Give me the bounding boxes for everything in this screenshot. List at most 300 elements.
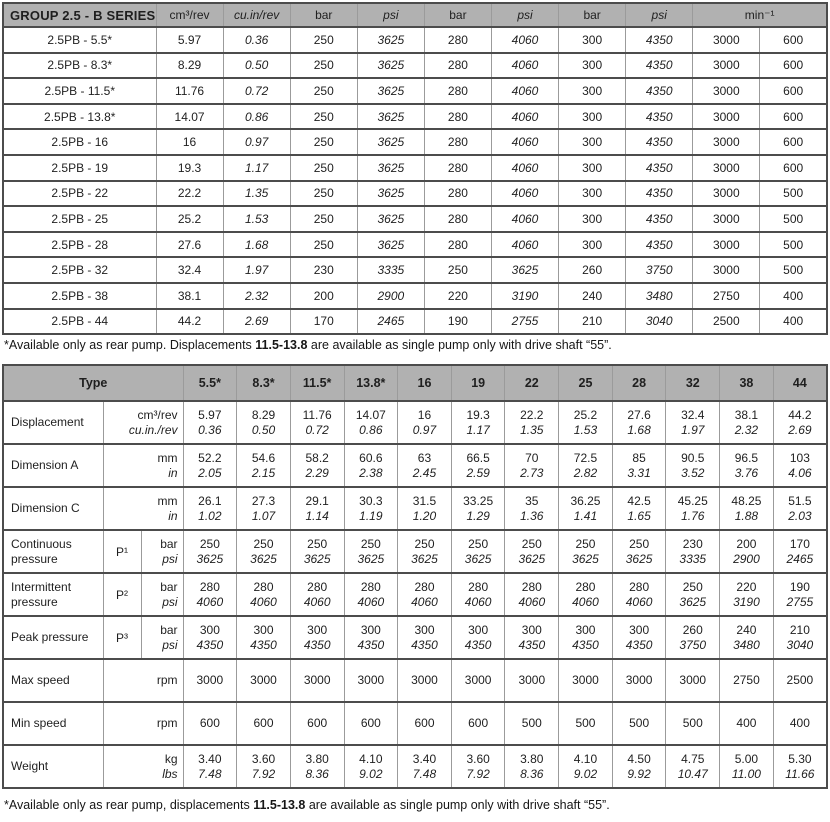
value-cell: 3625 xyxy=(357,27,424,53)
unit-metric: mm xyxy=(157,493,178,508)
value-imperial: 3.31 xyxy=(627,465,651,480)
spec-value-cell xyxy=(773,530,827,573)
value-imperial: 7.48 xyxy=(412,766,437,781)
value-metric: 600 xyxy=(199,716,220,730)
spec-row xyxy=(3,616,827,659)
column-header: bar xyxy=(290,3,357,27)
spec-row xyxy=(3,745,827,788)
value-metric: 280 xyxy=(414,579,435,594)
value-cell: 14.07 xyxy=(156,104,223,130)
value-imperial: 4350 xyxy=(357,637,385,652)
value-cell: 0.36 xyxy=(223,27,290,53)
value-cell: 1.68 xyxy=(223,232,290,258)
table-row xyxy=(3,232,827,258)
unit-metric: mm xyxy=(157,450,178,465)
spec-value-cell xyxy=(290,573,344,616)
group-ratings-table xyxy=(2,2,828,335)
value-cell: 38.1 xyxy=(156,283,223,309)
value-cell: 1.97 xyxy=(223,257,290,283)
value-cell: 230 xyxy=(290,257,357,283)
value-cell: 3625 xyxy=(357,129,424,155)
spec-value-cell xyxy=(451,659,505,702)
column-header: cm³/rev xyxy=(156,3,223,27)
value-cell: 0.72 xyxy=(223,78,290,104)
spec-value-cell xyxy=(720,616,774,659)
spec-value-cell xyxy=(290,659,344,702)
value-metric: 8.29 xyxy=(251,407,276,422)
value-cell: 600 xyxy=(760,27,827,53)
spec-row-label: Displacement xyxy=(3,401,103,444)
value-cell: 210 xyxy=(559,309,626,335)
value-imperial: 4060 xyxy=(196,594,224,609)
spec-value-cell xyxy=(505,745,559,788)
value-cell: 400 xyxy=(760,309,827,335)
value-imperial: 4.06 xyxy=(788,465,812,480)
spec-value-cell xyxy=(183,444,237,487)
footnote-specs xyxy=(4,798,610,812)
value-imperial: 4350 xyxy=(196,637,224,652)
value-imperial: 3625 xyxy=(411,551,438,566)
value-cell: 250 xyxy=(424,257,491,283)
spec-row xyxy=(3,659,827,702)
spec-value-cell xyxy=(720,401,774,444)
model-cell: 2.5PB - 38 xyxy=(3,283,156,309)
value-imperial: 2465 xyxy=(786,551,814,566)
value-metric: 300 xyxy=(629,622,650,637)
value-cell: 4350 xyxy=(626,181,693,207)
value-imperial: 1.68 xyxy=(627,422,651,437)
value-metric: 210 xyxy=(789,622,810,637)
value-imperial: 4060 xyxy=(357,594,385,609)
value-cell: 250 xyxy=(290,27,357,53)
type-header: Type xyxy=(3,365,183,401)
value-metric: 250 xyxy=(682,579,703,594)
spec-row-label: Weight xyxy=(3,745,103,788)
footnote-text-post: are available as single pump only with drive shaft “55”. xyxy=(305,798,610,812)
spec-value-cell xyxy=(773,702,827,745)
spec-value-cell xyxy=(559,487,613,530)
model-cell: 2.5PB - 25 xyxy=(3,206,156,232)
spec-value-cell xyxy=(237,530,291,573)
value-cell: 300 xyxy=(559,206,626,232)
value-cell: 600 xyxy=(760,104,827,130)
value-cell: 2750 xyxy=(693,283,760,309)
value-imperial: 2755 xyxy=(786,594,814,609)
value-imperial: 1.65 xyxy=(627,508,651,523)
model-cell: 2.5PB - 44 xyxy=(3,309,156,335)
value-metric: 52.2 xyxy=(198,450,222,465)
value-imperial: 3335 xyxy=(679,551,707,566)
unit-metric: rpm xyxy=(156,673,178,687)
value-cell: 250 xyxy=(290,129,357,155)
model-cell: 2.5PB - 22 xyxy=(3,181,156,207)
spec-value-cell xyxy=(666,401,720,444)
value-metric: 85 xyxy=(632,450,646,465)
value-imperial: 4060 xyxy=(250,594,277,609)
value-imperial: 3.52 xyxy=(681,465,705,480)
spec-value-cell xyxy=(344,659,398,702)
value-metric: 300 xyxy=(521,622,542,637)
spec-header-row xyxy=(3,365,827,401)
model-cell: 2.5PB - 19 xyxy=(3,155,156,181)
column-header: min⁻¹ xyxy=(693,3,827,27)
unit-cell xyxy=(103,745,183,788)
value-cell: 3000 xyxy=(693,206,760,232)
spec-value-cell xyxy=(666,659,720,702)
value-metric: 4.50 xyxy=(627,751,651,766)
value-cell: 4350 xyxy=(626,206,693,232)
value-cell: 300 xyxy=(559,155,626,181)
value-metric: 500 xyxy=(682,716,703,730)
value-metric: 600 xyxy=(360,716,381,730)
value-cell: 500 xyxy=(760,257,827,283)
unit-metric: bar xyxy=(160,536,178,551)
unit-imperial: psi xyxy=(162,594,178,609)
value-imperial: 1.17 xyxy=(466,422,490,437)
spec-value-cell xyxy=(344,702,398,745)
spec-value-cell xyxy=(183,745,237,788)
value-metric: 30.3 xyxy=(359,493,383,508)
value-imperial: 7.92 xyxy=(466,766,490,781)
value-imperial: 4060 xyxy=(464,594,492,609)
value-imperial: 2.69 xyxy=(788,422,812,437)
spec-value-cell xyxy=(612,444,666,487)
value-imperial: 1.76 xyxy=(681,508,705,523)
value-cell: 250 xyxy=(290,232,357,258)
value-metric: 3.60 xyxy=(466,751,490,766)
value-imperial: 1.35 xyxy=(520,422,544,437)
value-metric: 5.30 xyxy=(788,751,812,766)
value-cell: 4060 xyxy=(491,104,558,130)
spec-column-header: 11.5* xyxy=(290,365,344,401)
spec-value-cell xyxy=(559,659,613,702)
spec-value-cell xyxy=(612,530,666,573)
spec-value-cell xyxy=(398,745,452,788)
value-metric: 54.6 xyxy=(251,450,276,465)
value-metric: 22.2 xyxy=(520,407,544,422)
value-imperial: 3625 xyxy=(518,551,546,566)
column-header: cu.in/rev xyxy=(223,3,290,27)
value-cell: 280 xyxy=(424,181,491,207)
value-cell: 3625 xyxy=(357,155,424,181)
value-metric: 280 xyxy=(199,579,220,594)
value-cell: 250 xyxy=(290,181,357,207)
value-imperial: 9.02 xyxy=(359,766,383,781)
value-cell: 600 xyxy=(760,155,827,181)
spec-row xyxy=(3,487,827,530)
value-cell: 5.97 xyxy=(156,27,223,53)
value-cell: 3000 xyxy=(693,232,760,258)
value-cell: 190 xyxy=(424,309,491,335)
value-cell: 280 xyxy=(424,155,491,181)
spec-value-cell xyxy=(559,573,613,616)
value-cell: 280 xyxy=(424,27,491,53)
spec-column-header: 19 xyxy=(451,365,505,401)
value-metric: 250 xyxy=(521,536,542,551)
value-cell: 3750 xyxy=(626,257,693,283)
value-imperial: 1.36 xyxy=(520,508,544,523)
footnote-text-post: are available as single pump only with drive shaft “55”. xyxy=(307,338,612,352)
ratings-header-row xyxy=(3,3,827,27)
value-metric: 220 xyxy=(736,579,757,594)
spec-value-cell xyxy=(237,702,291,745)
value-metric: 60.6 xyxy=(359,450,383,465)
value-metric: 250 xyxy=(360,536,381,551)
value-metric: 27.6 xyxy=(627,407,651,422)
value-imperial: 2.29 xyxy=(305,465,329,480)
value-imperial: 4350 xyxy=(250,637,277,652)
value-cell: 300 xyxy=(559,53,626,79)
spec-value-cell xyxy=(398,702,452,745)
table-row xyxy=(3,104,827,130)
value-cell: 280 xyxy=(424,206,491,232)
spec-value-cell xyxy=(451,401,505,444)
value-metric: 300 xyxy=(307,622,328,637)
value-imperial: 3625 xyxy=(196,551,224,566)
value-metric: 27.3 xyxy=(251,493,276,508)
value-cell: 4060 xyxy=(491,78,558,104)
value-metric: 16 xyxy=(417,407,432,422)
value-cell: 3000 xyxy=(693,257,760,283)
value-cell: 3040 xyxy=(626,309,693,335)
value-metric: 70 xyxy=(525,450,539,465)
value-imperial: 4060 xyxy=(411,594,438,609)
value-metric: 72.5 xyxy=(573,450,598,465)
value-metric: 44.2 xyxy=(788,407,812,422)
value-imperial: 2.05 xyxy=(198,465,222,480)
spec-value-cell xyxy=(505,659,559,702)
value-metric: 2750 xyxy=(733,673,760,687)
spec-column-header: 5.5* xyxy=(183,365,237,401)
value-metric: 300 xyxy=(575,622,596,637)
value-imperial: 0.86 xyxy=(359,422,383,437)
spec-value-cell xyxy=(344,487,398,530)
unit-cell xyxy=(103,659,183,702)
value-imperial: 2.82 xyxy=(573,465,598,480)
value-metric: 63 xyxy=(417,450,432,465)
model-cell: 2.5PB - 28 xyxy=(3,232,156,258)
spec-value-cell xyxy=(505,702,559,745)
spec-value-cell xyxy=(720,487,774,530)
spec-value-cell xyxy=(451,702,505,745)
unit-imperial: in xyxy=(168,465,178,480)
value-imperial: 1.14 xyxy=(305,508,329,523)
value-imperial: 1.07 xyxy=(251,508,276,523)
value-metric: 190 xyxy=(789,579,810,594)
value-imperial: 4350 xyxy=(411,637,438,652)
spec-row-label: Intermittent pressure xyxy=(3,573,103,616)
value-imperial: 1.29 xyxy=(466,508,490,523)
value-metric: 4.75 xyxy=(681,751,705,766)
value-metric: 500 xyxy=(521,716,542,730)
value-cell: 19.3 xyxy=(156,155,223,181)
footnote-ratings xyxy=(4,338,612,352)
value-cell: 3190 xyxy=(491,283,558,309)
spec-value-cell xyxy=(612,702,666,745)
spec-value-cell xyxy=(666,745,720,788)
value-imperial: 1.41 xyxy=(573,508,598,523)
value-metric: 250 xyxy=(199,536,220,551)
value-metric: 400 xyxy=(736,716,757,730)
value-cell: 3000 xyxy=(693,129,760,155)
spec-value-cell xyxy=(559,401,613,444)
unit-cell xyxy=(103,401,183,444)
spec-row-label: Continuous pressure xyxy=(3,530,103,573)
value-imperial: 0.97 xyxy=(412,422,437,437)
spec-body xyxy=(3,401,827,788)
value-cell: 0.50 xyxy=(223,53,290,79)
spec-value-cell xyxy=(505,530,559,573)
spec-value-cell xyxy=(720,702,774,745)
value-cell: 3625 xyxy=(491,257,558,283)
value-cell: 3000 xyxy=(693,181,760,207)
value-cell: 280 xyxy=(424,53,491,79)
value-imperial: 4350 xyxy=(625,637,653,652)
spec-value-cell xyxy=(237,616,291,659)
spec-value-cell xyxy=(773,401,827,444)
value-imperial: 0.36 xyxy=(198,422,222,437)
value-imperial: 11.00 xyxy=(731,766,761,781)
spec-value-cell xyxy=(505,444,559,487)
value-metric: 300 xyxy=(468,622,489,637)
spec-value-cell xyxy=(398,444,452,487)
value-cell: 3000 xyxy=(693,78,760,104)
spec-value-cell xyxy=(720,444,774,487)
spec-header xyxy=(3,365,827,401)
value-metric: 300 xyxy=(360,622,381,637)
model-cell: 2.5PB - 16 xyxy=(3,129,156,155)
value-imperial: 4060 xyxy=(625,594,653,609)
value-metric: 280 xyxy=(521,579,542,594)
value-cell: 300 xyxy=(559,232,626,258)
unit-cell xyxy=(103,702,183,745)
p-symbol: P¹ xyxy=(103,530,141,573)
table-row xyxy=(3,181,827,207)
value-imperial: 2.59 xyxy=(466,465,490,480)
value-metric: 38.1 xyxy=(734,407,759,422)
spec-value-cell xyxy=(237,401,291,444)
value-cell: 4350 xyxy=(626,155,693,181)
value-metric: 600 xyxy=(253,716,274,730)
spec-value-cell xyxy=(720,745,774,788)
spec-row-label: Dimension A xyxy=(3,444,103,487)
value-metric: 103 xyxy=(789,450,810,465)
footnote-bold: 11.5-13.8 xyxy=(253,798,306,812)
value-metric: 250 xyxy=(575,536,596,551)
value-imperial: 3750 xyxy=(679,637,707,652)
value-metric: 4.10 xyxy=(573,751,598,766)
value-metric: 90.5 xyxy=(681,450,705,465)
value-cell: 22.2 xyxy=(156,181,223,207)
spec-value-cell xyxy=(290,487,344,530)
value-imperial: 4350 xyxy=(303,637,331,652)
value-metric: 25.2 xyxy=(573,407,598,422)
value-imperial: 2.15 xyxy=(251,465,276,480)
value-cell: 11.76 xyxy=(156,78,223,104)
spec-value-cell xyxy=(773,745,827,788)
value-metric: 3000 xyxy=(250,673,277,687)
value-imperial: 9.02 xyxy=(573,766,598,781)
unit-cell xyxy=(141,616,183,659)
spec-value-cell xyxy=(183,702,237,745)
value-imperial: 1.88 xyxy=(734,508,759,523)
value-cell: 220 xyxy=(424,283,491,309)
spec-value-cell xyxy=(559,616,613,659)
value-cell: 3625 xyxy=(357,181,424,207)
value-cell: 27.6 xyxy=(156,232,223,258)
spec-value-cell xyxy=(505,401,559,444)
value-metric: 42.5 xyxy=(627,493,651,508)
footnote-text-pre: *Available only as rear pump, displacements xyxy=(4,798,254,812)
value-metric: 45.25 xyxy=(677,493,708,508)
value-metric: 170 xyxy=(789,536,810,551)
value-metric: 36.25 xyxy=(570,493,601,508)
spec-value-cell xyxy=(773,573,827,616)
value-metric: 500 xyxy=(629,716,650,730)
footnote-text-pre: *Available only as rear pump. Displacements xyxy=(4,338,256,352)
value-metric: 260 xyxy=(682,622,703,637)
value-metric: 3000 xyxy=(411,673,438,687)
spec-row-label: Min speed xyxy=(3,702,103,745)
unit-cell xyxy=(141,530,183,573)
value-cell: 280 xyxy=(424,78,491,104)
value-cell: 0.86 xyxy=(223,104,290,130)
value-metric: 250 xyxy=(629,536,650,551)
value-imperial: 3625 xyxy=(625,551,653,566)
value-cell: 3335 xyxy=(357,257,424,283)
table-row xyxy=(3,309,827,335)
value-metric: 280 xyxy=(253,579,274,594)
value-metric: 240 xyxy=(736,622,757,637)
spec-value-cell xyxy=(666,444,720,487)
spec-value-cell xyxy=(666,616,720,659)
spec-value-cell xyxy=(344,745,398,788)
value-cell: 2900 xyxy=(357,283,424,309)
unit-imperial: psi xyxy=(162,551,178,566)
value-metric: 66.5 xyxy=(466,450,490,465)
value-cell: 3625 xyxy=(357,206,424,232)
value-cell: 300 xyxy=(559,78,626,104)
value-metric: 250 xyxy=(307,536,328,551)
spec-value-cell xyxy=(773,659,827,702)
value-cell: 1.35 xyxy=(223,181,290,207)
unit-metric: cm³/rev xyxy=(137,407,178,422)
spec-row-label: Dimension C xyxy=(3,487,103,530)
spec-value-cell xyxy=(666,530,720,573)
spec-value-cell xyxy=(505,616,559,659)
value-cell: 4060 xyxy=(491,27,558,53)
spec-value-cell xyxy=(505,487,559,530)
value-cell: 300 xyxy=(559,104,626,130)
table1-title: GROUP 2.5 - B SERIES xyxy=(3,3,156,27)
value-metric: 5.00 xyxy=(734,751,759,766)
value-imperial: 4060 xyxy=(303,594,331,609)
value-metric: 3.60 xyxy=(251,751,276,766)
value-metric: 3000 xyxy=(518,673,546,687)
table-row xyxy=(3,78,827,104)
value-imperial: 3625 xyxy=(303,551,331,566)
spec-value-cell xyxy=(398,487,452,530)
spec-value-cell xyxy=(344,444,398,487)
spec-row xyxy=(3,401,827,444)
spec-row xyxy=(3,530,827,573)
spec-value-cell xyxy=(451,444,505,487)
value-metric: 230 xyxy=(682,536,703,551)
value-metric: 35 xyxy=(525,493,539,508)
value-metric: 3000 xyxy=(679,673,707,687)
spec-value-cell xyxy=(612,401,666,444)
spec-value-cell xyxy=(559,745,613,788)
